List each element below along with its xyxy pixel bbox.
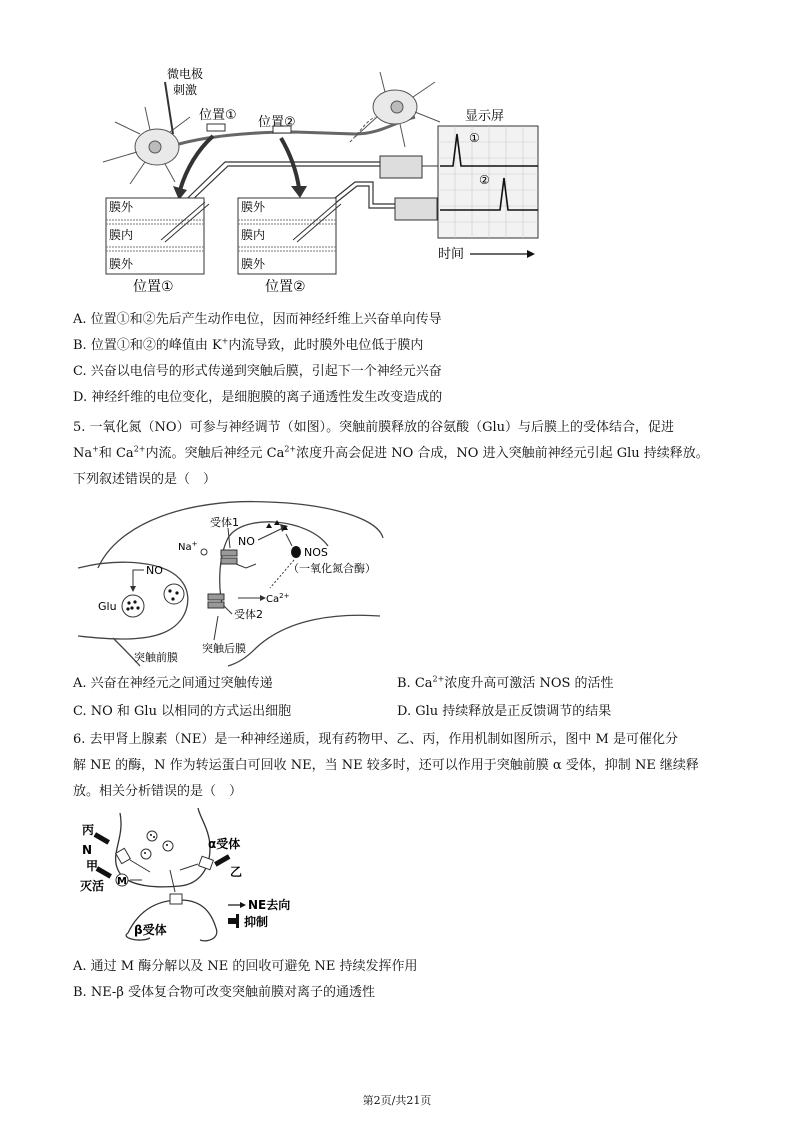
beta-receptor <box>170 894 182 904</box>
enzyme-m-label: M <box>117 876 127 887</box>
neuron-left <box>103 107 190 184</box>
ca-label: $Ca^{2+}$ <box>266 592 290 605</box>
q5-option-b: B. $Ca^{2+}$浓度升高可激活 NOS 的活性 <box>397 674 614 691</box>
glu-label: Glu <box>98 600 117 613</box>
pre-membrane-label: 突触前膜 <box>134 651 178 664</box>
zoom-arrow-2 <box>281 138 299 188</box>
box2-caption: 位置② <box>265 279 306 295</box>
q4-option-b: B. 位置①和②的峰值由 K+内流导致，此时膜外电位低于膜内 <box>73 336 424 353</box>
nos-enzyme <box>291 546 301 558</box>
post-membrane-label: 突触后膜 <box>202 642 246 655</box>
q4-option-d: D. 神经纤维的电位变化，是细胞膜的离子通透性发生改变造成的 <box>73 390 443 405</box>
box1-outer-bottom: 膜外 <box>109 257 134 271</box>
peak-2-label: ② <box>479 173 490 187</box>
legend-ne-label: NE去向 <box>248 898 291 912</box>
glu-vesicle <box>122 595 144 617</box>
figure-ne-synapse <box>80 808 330 948</box>
q6-option-b: B. NE-β 受体复合物可改变突触前膜对离子的通透性 <box>73 985 375 1000</box>
nos-desc: （一氧化氮合酶） <box>288 562 376 575</box>
alpha-receptor-label: α受体 <box>208 837 241 851</box>
box2-inner: 膜内 <box>241 228 266 242</box>
amplifier-1 <box>380 156 422 178</box>
nos-label: NOS <box>304 546 328 559</box>
q5-stem-line-2: Na+和 $Ca^{2+}$内流。突触后神经元 $Ca^{2+}$浓度升高会促进 NO 合成，NO 进入突触前神经元引起 Glu 持续释放。 <box>73 444 709 461</box>
na-label: Na+ <box>178 540 198 553</box>
page-footer: 第2页/共21页 <box>362 1094 432 1107</box>
q5-option-c: C. NO 和 Glu 以相同的方式运出细胞 <box>73 704 292 719</box>
q5-stem-line-1: 5. 一氧化氮（NO）可参与神经调节（如图）。突触前膜释放的谷氨酸（Glu）与后膜上的受体结合，促进 <box>73 420 674 435</box>
box1-inner: 膜内 <box>109 228 134 242</box>
drug-jia-label: 甲 <box>86 859 99 873</box>
drug-yi-label: 乙 <box>230 865 243 879</box>
no-top-label: NO <box>238 535 255 548</box>
time-label: 时间 <box>438 247 465 262</box>
release-vesicle <box>164 584 184 604</box>
no-left-label: NO <box>146 564 163 577</box>
box1-outer-top: 膜外 <box>109 200 134 214</box>
peak-1-label: ① <box>469 131 480 145</box>
receptor-1 <box>221 550 237 556</box>
q6-stem-line-2: 解 NE 的酶，N 作为转运蛋白可回收 NE，当 NE 较多时，还可以作用于突触前膜 α 受体，抑制 NE 继续释 <box>73 758 699 773</box>
screen-title: 显示屏 <box>465 109 505 124</box>
figure-synapse-no <box>78 498 388 668</box>
beta-receptor-label: β受体 <box>134 923 167 937</box>
electrode-label-1: 微电极 <box>167 67 204 81</box>
receptor-1-label: 受体1 <box>210 516 239 529</box>
q5-stem-line-3: 下列叙述错误的是（ ） <box>73 472 217 487</box>
q6-option-a: A. 通过 M 酶分解以及 NE 的回收可避免 NE 持续发挥作用 <box>73 959 418 974</box>
q4-option-c: C. 兴奋以电信号的形式传递到突触后膜，引起下一个神经元兴奋 <box>73 364 442 379</box>
q6-stem-line-1: 6. 去甲肾上腺素（NE）是一种神经递质，现有药物甲、乙、丙，作用机制如图所示，图中 M 是可催化分 <box>73 732 678 747</box>
ne-vesicles <box>141 831 173 859</box>
figure-nerve-recording <box>95 62 555 300</box>
box2-outer-bottom: 膜外 <box>241 257 266 271</box>
neuron-right <box>350 72 440 147</box>
transporter-n <box>116 848 131 863</box>
stimulating-electrode <box>165 82 173 134</box>
q4-option-a: A. 位置①和②先后产生动作电位，因而神经纤维上兴奋单向传导 <box>73 312 442 327</box>
q5-option-d: D. Glu 持续释放是正反馈调节的结果 <box>397 704 612 719</box>
receptor-2-label: 受体2 <box>234 608 263 621</box>
q5-option-a: A. 兴奋在神经元之间通过突触传递 <box>73 676 273 691</box>
box2-outer-top: 膜外 <box>241 200 266 214</box>
position-1-label: 位置① <box>199 108 237 123</box>
box1-caption: 位置① <box>133 279 174 295</box>
inactivate-label: 灭活 <box>80 879 105 893</box>
transporter-n-label: N <box>82 843 93 857</box>
position-1-marker <box>207 124 225 131</box>
q6-stem-line-3: 放。相关分析错误的是（ ） <box>73 784 243 799</box>
legend-inhibit-label: 抑制 <box>244 915 269 929</box>
zoom-arrow-1 <box>180 136 213 190</box>
position-2-label: 位置② <box>258 115 296 130</box>
receptor-2 <box>208 594 224 600</box>
drug-bing-label: 丙 <box>82 823 95 837</box>
electrode-label-2: 刺激 <box>173 83 198 97</box>
amplifier-2 <box>395 198 437 220</box>
alpha-receptor <box>199 856 214 870</box>
